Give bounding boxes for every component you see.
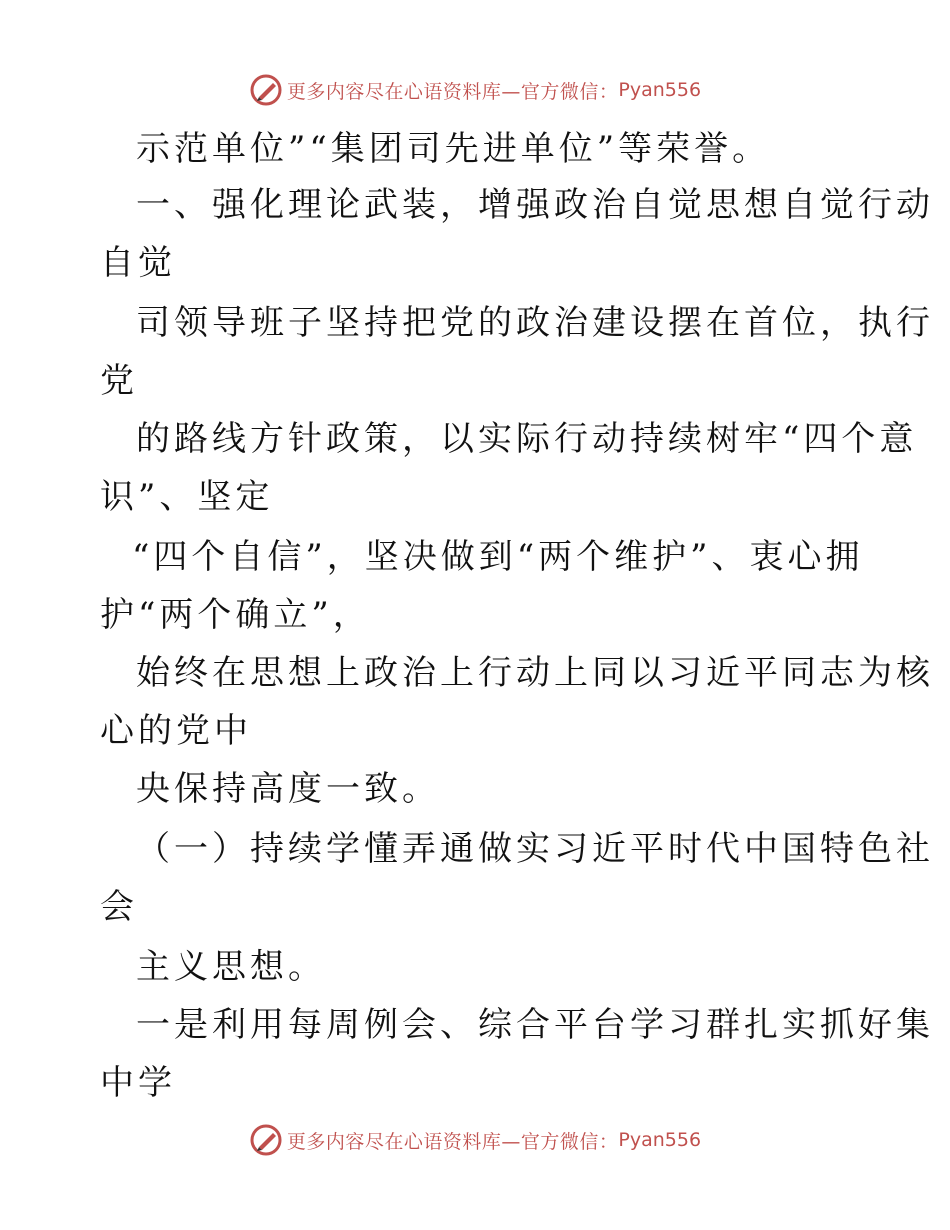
footer-banner — [0, 1120, 950, 1160]
text-line: 主义思想。 — [136, 947, 326, 987]
text-line: 一是利用每周例会、综合平台学习群扎实抓好集 — [136, 1005, 934, 1045]
text-line: 会 — [100, 887, 138, 927]
text-line: 示范单位”“集团司先进单位”等荣誉。 — [136, 129, 771, 169]
text-line: 自觉 — [100, 243, 176, 283]
banner-text: 更多内容尽在心语资料库—官方微信： — [286, 80, 619, 103]
text-line: 始终在思想上政治上行动上同以习近平同志为核 — [136, 653, 934, 693]
pen-logo-icon — [249, 1123, 283, 1157]
text-line: 党 — [100, 361, 138, 401]
text-line: 一、强化理论武装，增强政治自觉思想自觉行动 — [136, 185, 934, 225]
text-line: 护“两个确立”， — [100, 595, 371, 635]
text-line: “四个自信”，坚决做到“两个维护”、衷心拥 — [132, 537, 864, 577]
text-line: 的路线方针政策，以实际行动持续树牢“四个意 — [136, 419, 918, 459]
text-line: 央保持高度一致。 — [136, 769, 440, 809]
text-line: 心的党中 — [100, 711, 252, 751]
text-line: 司领导班子坚持把党的政治建设摆在首位，执行 — [136, 303, 934, 343]
banner-text: 更多内容尽在心语资料库—官方微信： — [286, 1130, 619, 1153]
pen-logo-icon — [249, 73, 283, 107]
text-line: （一）持续学懂弄通做实习近平时代中国特色社 — [136, 829, 934, 869]
wechat-id: Pyan556 — [618, 79, 702, 101]
text-line: 识”、坚定 — [100, 477, 274, 517]
text-line: 中学 — [100, 1063, 176, 1103]
header-banner — [0, 70, 950, 110]
wechat-id: Pyan556 — [618, 1129, 702, 1151]
